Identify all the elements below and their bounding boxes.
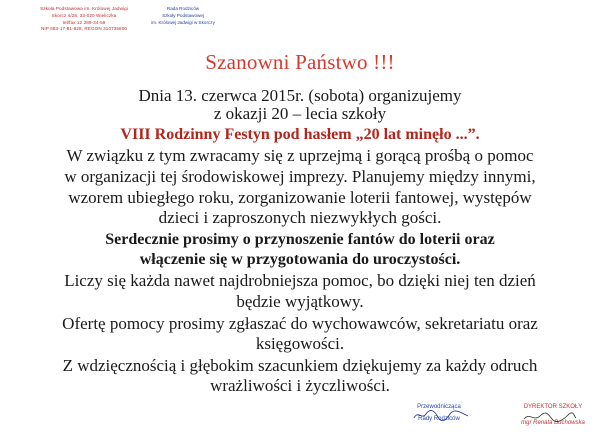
- body-line: będzie wyjątkowy.: [236, 292, 364, 311]
- council-handwritten-signature: [412, 408, 472, 422]
- school-stamp-line: Szkoła Podstawowa im. Królowej Jadwigi: [40, 6, 128, 11]
- director-handwritten-signature: [522, 411, 578, 423]
- director-role-label: DYREKTOR SZKOŁY: [523, 404, 583, 410]
- council-stamp-line: Szkoły Podstawowej: [162, 12, 204, 18]
- council-stamp-line: im. Królowej Jadwigi w Skorczy: [151, 19, 215, 25]
- festyn-heading: VIII Rodzinny Festyn pod hasłem „20 lat minęło ...”.: [120, 126, 480, 143]
- council-stamp: [148, 6, 218, 26]
- body-line: dzieci i zaproszonych niezwykłych gości.: [158, 208, 442, 227]
- body-line: Ofertę pomocy prosimy zgłaszać do wychowawców, sekretariatu oraz: [62, 314, 538, 333]
- school-stamp-line: tel/fax 12 289-34-59: [62, 19, 106, 25]
- body-line: Liczy się każda nawet najdrobniejsza pomoc, bo dzięki niej ten dzień: [64, 271, 536, 290]
- request-bold-line: włączenie się w przygotowania do uroczystości.: [139, 251, 461, 268]
- body-line: wrażliwości i życzliwości.: [210, 376, 390, 395]
- body-line: Z wdzięcznością i głębokim szacunkiem dziękujemy za każdy odruch: [62, 356, 538, 375]
- body-line: w organizacji tej środowiskowej imprezy. Planujemy między innymi,: [64, 167, 536, 186]
- council-stamp-line: Rada Rodziców: [166, 6, 200, 11]
- school-stamp: [4, 6, 164, 33]
- school-stamp-line: NIP 683-17-81-928, REGON 310735800: [40, 26, 128, 32]
- director-name: mgr Renata Buchowska: [521, 420, 585, 426]
- body-line: księgowości.: [255, 334, 345, 353]
- body-line: wzorem ubiegłego roku, zorganizowanie loterii fantowej, występów: [68, 188, 532, 207]
- council-role-label: Przewodnicząca: [417, 404, 461, 410]
- request-bold-line: Serdecznie prosimy o przynoszenie fantów do loterii oraz: [105, 231, 495, 248]
- letter-title: Szanowni Państwo !!!: [205, 50, 395, 74]
- body-line: Dnia 13. czerwca 2015r. (sobota) organizujemy: [138, 86, 462, 105]
- body-line: W związku z tym zwracamy się z uprzejmą i gorącą prośbą o pomoc: [66, 146, 534, 165]
- body-line: z okazji 20 – lecia szkoły: [213, 104, 387, 123]
- school-stamp-line: Skorcz 4/28, 33-020 Wieliczka: [51, 12, 117, 18]
- council-role-label: Rady Rodziców: [418, 416, 460, 422]
